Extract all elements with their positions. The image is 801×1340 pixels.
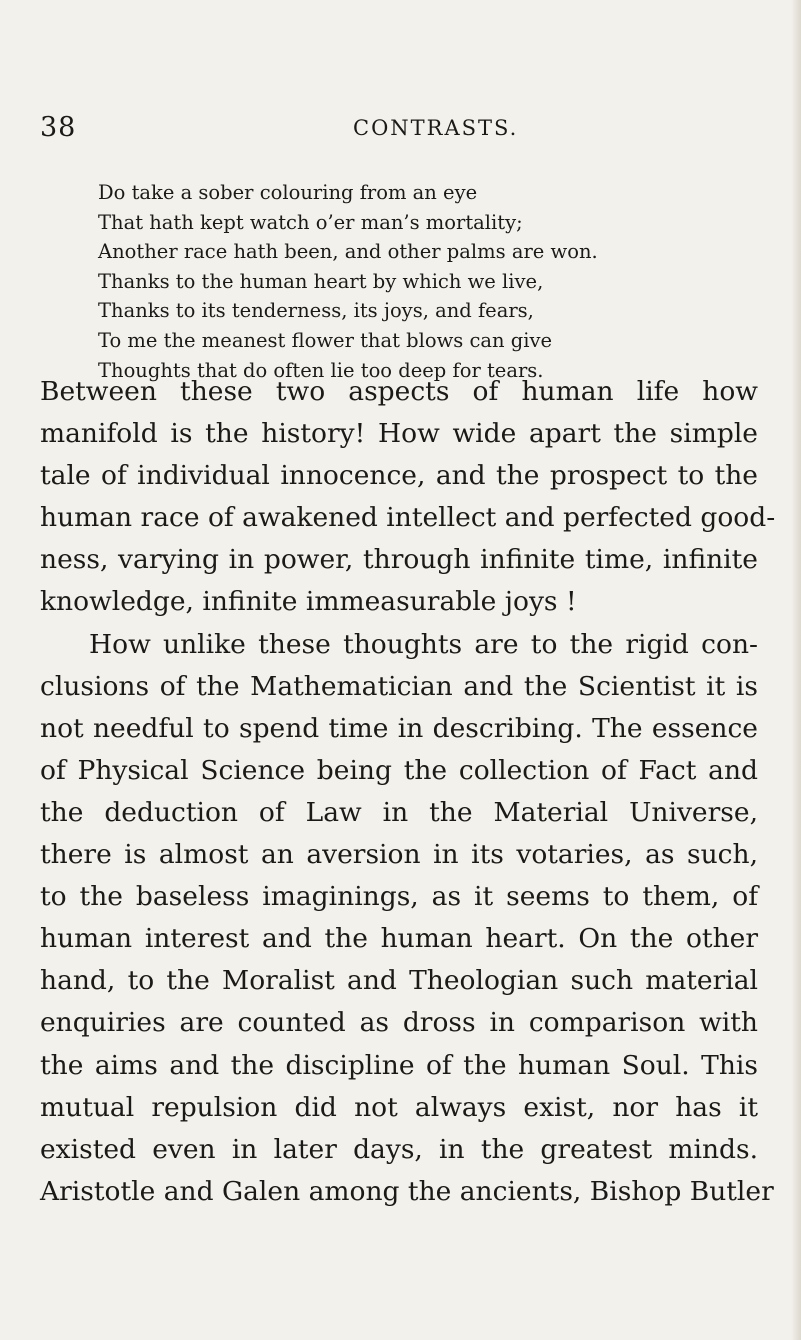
poem-quotation <box>98 178 778 385</box>
prose-line: knowledge, infinite immeasurable joys ! <box>40 586 577 618</box>
prose-line: there is almost an aversion in its votaries, as such, <box>40 839 758 871</box>
poem-line: Thanks to the human heart by which we live, <box>98 269 544 293</box>
prose-line: ness, varying in power, through infinite time, infinite <box>40 544 758 576</box>
prose-line: to the baseless imaginings, as it seems to them, of <box>40 881 758 913</box>
running-title: CONTRASTS. <box>353 116 519 140</box>
prose-line: human race of awakened intellect and perfected good- <box>40 502 776 534</box>
prose-line: Aristotle and Galen among the ancients, Bishop Butler <box>40 1175 774 1207</box>
poem-line: Thoughts that do often lie too deep for tears. <box>98 358 544 382</box>
prose-line: clusions of the Mathematician and the Scientist it is <box>40 670 758 702</box>
poem-line: Thanks to its tenderness, its joys, and fears, <box>98 299 534 323</box>
body-text <box>40 371 776 1213</box>
prose-line: the aims and the discipline of the human Soul. This <box>40 1049 758 1081</box>
poem-line: Another race hath been, and other palms are won. <box>98 240 598 264</box>
prose-line: How unlike these thoughts are to the rigid con- <box>89 628 758 660</box>
prose-line: existed even in later days, in the greatest minds. <box>40 1133 758 1165</box>
page-number: 38 <box>40 112 77 143</box>
page-edge-shadow <box>791 0 801 1340</box>
prose-line: not needful to spend time in describing. The essence <box>40 712 758 744</box>
prose-line: the deduction of Law in the Material Universe, <box>40 796 758 828</box>
prose-line: hand, to the Moralist and Theologian such material <box>40 965 758 997</box>
poem-line: To me the meanest flower that blows can give <box>98 328 553 352</box>
prose-line: of Physical Science being the collection of Fact and <box>40 754 758 786</box>
prose-line: Between these two aspects of human life how <box>40 376 758 407</box>
prose-line: tale of individual innocence, and the prospect to the <box>40 460 758 492</box>
page-header <box>40 112 760 148</box>
prose-line: manifold is the history! How wide apart the simple <box>40 418 758 450</box>
prose-line: mutual repulsion did not always exist, nor has it <box>40 1091 758 1123</box>
prose-line: enquiries are counted as dross in comparison with <box>40 1007 758 1039</box>
poem-line: That hath kept watch o’er man’s mortality; <box>98 210 523 234</box>
prose-line: human interest and the human heart. On the other <box>40 923 758 955</box>
poem-line: Do take a sober colouring from an eye <box>98 181 478 204</box>
